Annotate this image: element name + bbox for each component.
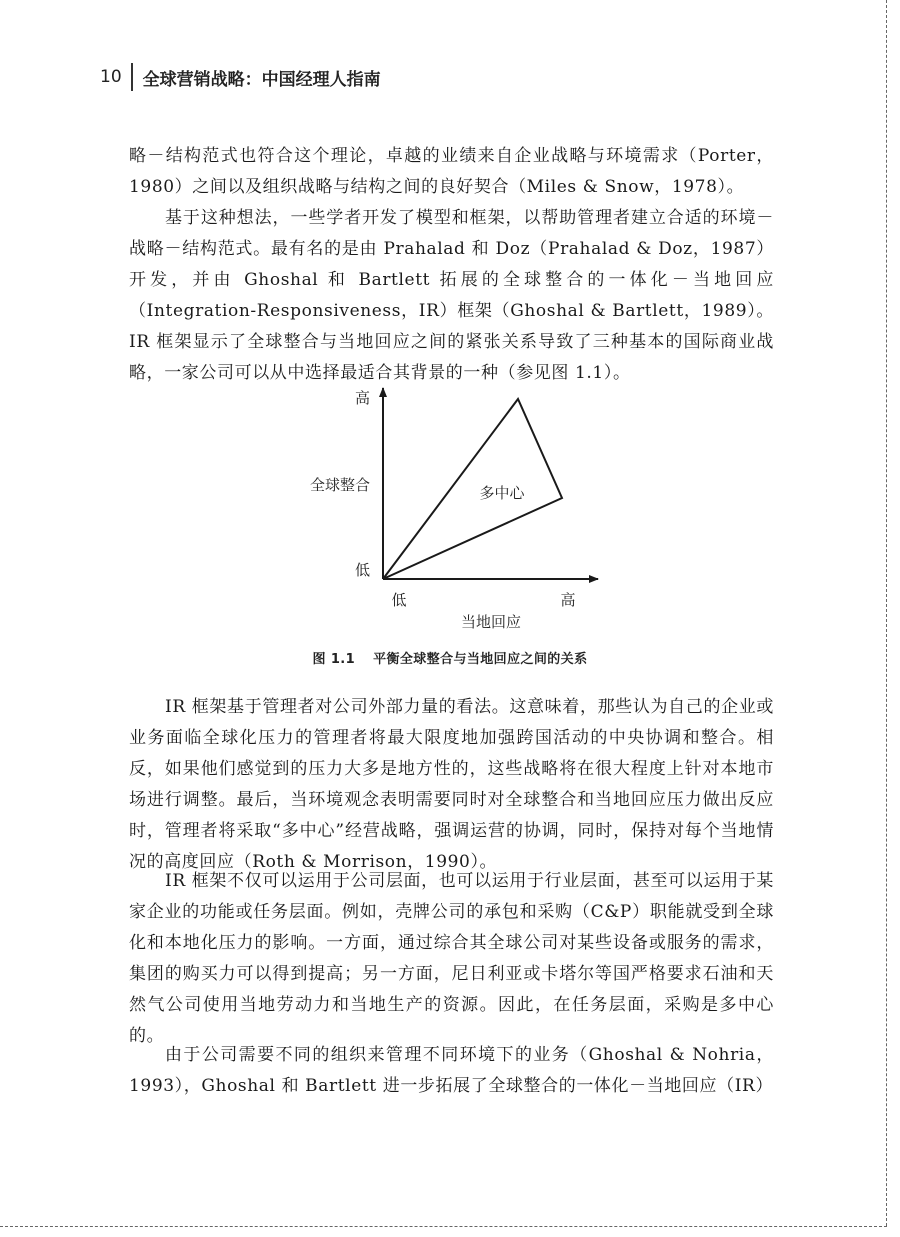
figure-caption-text: 平衡全球整合与当地回应之间的关系 [373,652,588,667]
y-high-label: 高 [354,389,370,407]
figure-caption [0,648,900,667]
figure-number: 图 1.1 [312,652,356,667]
book-title: 全球营销战略：中国经理人指南 [142,69,381,90]
x-low-label: 低 [391,591,407,609]
page-frame-bottom [0,1226,887,1227]
header-divider [131,63,133,91]
paragraph-5: 由于公司需要不同的组织来管理不同环境下的业务（Ghoshal & Nohria，1993），Ghoshal 和 Bartlett 进一步拓展了全球整合的一体化－当地回应（IR） [129,1045,774,1096]
paragraph-1: 略－结构范式也符合这个理论，卓越的业绩来自企业战略与环境需求（Porter，1980）之间以及组织战略与结构之间的良好契合（Miles & Snow，1978）。 [129,146,774,197]
paragraph-2: 基于这种想法，一些学者开发了模型和框架，以帮助管理者建立合适的环境－战略－结构范式。最有名的是由 Prahalad 和 Doz（Prahalad & Doz，1987）开发，并由 Ghoshal 和 Bartlett 拓展的全球整合的一体化－当地回应（Integration-Responsiveness，IR）框架（Ghoshal & Bartlett，1989）。IR 框架显示了全球整合与当地回应之间的紧张关系导致了三种基本的国际商业战略，一家公司可以从中选择最适合其背景的一种（参见图 1.1）。 [129,208,774,383]
x-high-label: 高 [560,591,576,609]
polycentric-triangle [383,399,562,579]
paragraph-3: IR 框架基于管理者对公司外部力量的看法。这意味着，那些认为自己的企业或业务面临全球化压力的管理者将最大限度地加强跨国活动的中央协调和整合。相反，如果他们感觉到的压力大多是地方性的，这些战略将在很大程度上针对本地市场进行调整。最后，当环境观念表明需要同时对全球整合和当地回应压力做出反应时，管理者将采取“多中心”经营战略，强调运营的协调，同时，保持对每个当地情况的高度回应（Roth & Morrison，1990）。 [129,697,774,872]
page-frame-right [886,0,887,1226]
page-number: 10 [100,67,122,87]
region-label: 多中心 [479,484,525,502]
x-axis-label: 当地回应 [460,613,522,631]
running-header [100,62,381,92]
paragraph-4: IR 框架不仅可以运用于公司层面，也可以运用于行业层面，甚至可以运用于某家企业的功能或任务层面。例如，壳牌公司的承包和采购（C&P）职能就受到全球化和本地化压力的影响。一方面，通过综合其全球公司对某些设备或服务的需求，集团的购买力可以得到提高；另一方面，尼日利亚或卡塔尔等国严格要求石油和天然气公司使用当地劳动力和当地生产的资源。因此，在任务层面，采购是多中心的。 [129,871,774,1046]
y-axis-label: 全球整合 [309,476,370,494]
figure-ir-framework [290,382,610,632]
y-low-label: 低 [354,561,370,579]
